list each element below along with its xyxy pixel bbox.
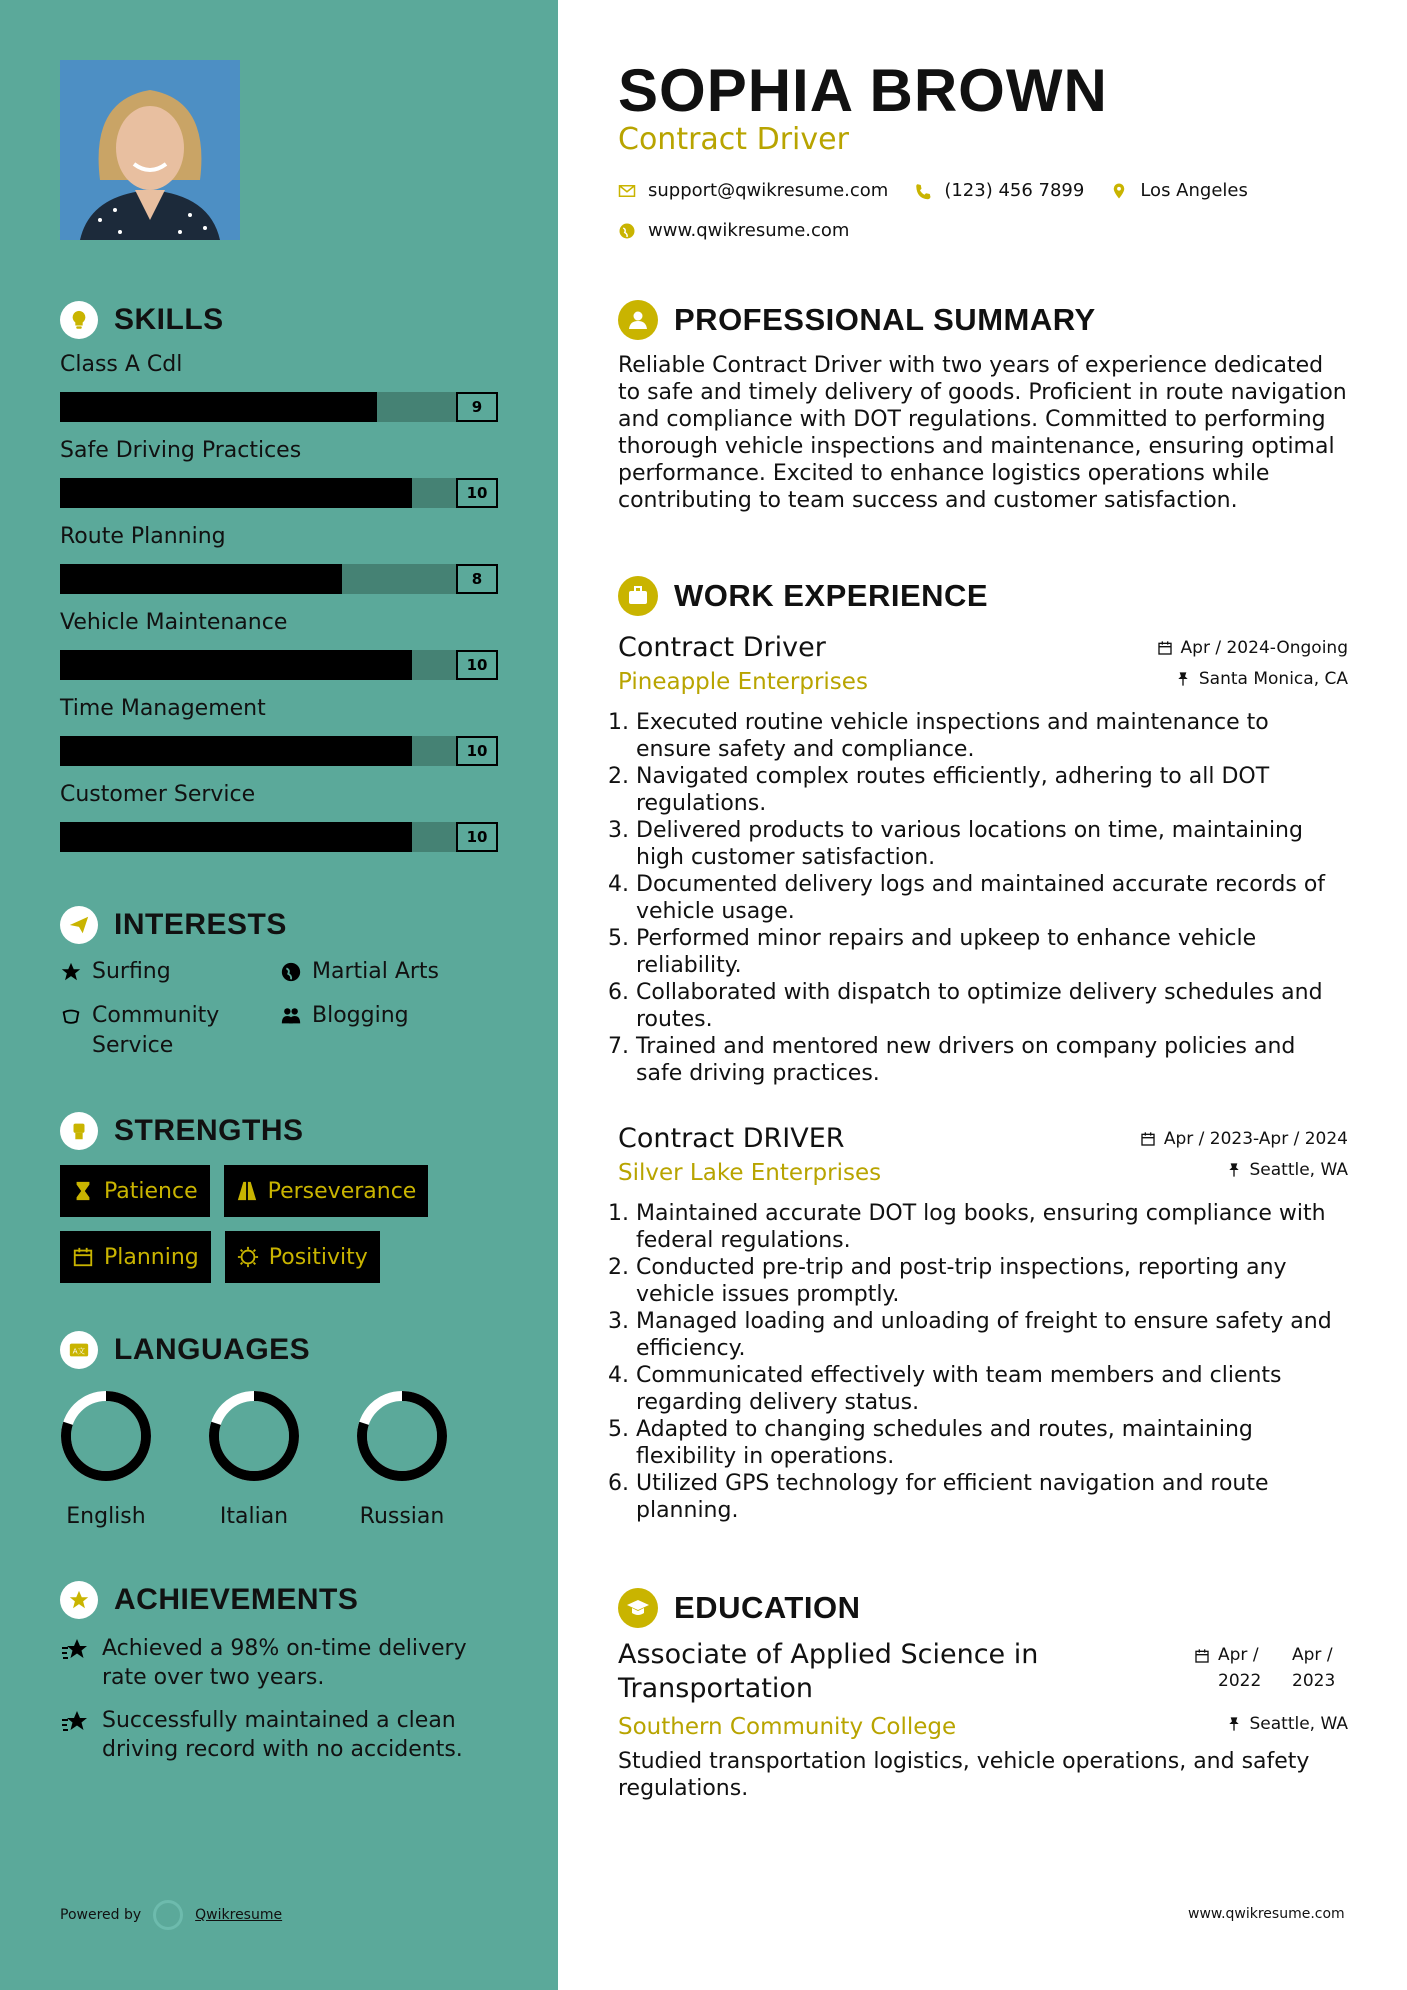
- job-title: Contract DRIVER: [618, 1123, 845, 1154]
- summary-text: Reliable Contract Driver with two years of experience dedicated to safe and timely delivery of goods. Proficient in route navigation and compliance with DOT regulations. Committed to performing thorough vehicle inspections and maintenance, ensuring optimal performance. Excited to enhance logistics operations while contributing to team success and customer satisfaction.: [618, 353, 1347, 513]
- sun-icon: [237, 1246, 259, 1268]
- skill-name: Customer Service: [60, 782, 256, 807]
- sidebar: [0, 0, 558, 1990]
- interest-label: Blogging: [312, 1003, 409, 1028]
- job-title: Contract Driver: [618, 632, 826, 663]
- users-icon: [280, 1005, 302, 1027]
- website-row: [618, 220, 849, 241]
- achievements-section: [60, 1580, 500, 1764]
- skill-level: 9: [456, 392, 498, 422]
- job-location-text: Santa Monica, CA: [1198, 669, 1348, 689]
- job-dates: [1140, 1129, 1348, 1149]
- education-start: Apr / 2022: [1218, 1645, 1262, 1691]
- interest-label: Martial Arts: [312, 959, 440, 984]
- language-item: [208, 1388, 300, 1529]
- skill-item: [60, 522, 500, 594]
- summary-section: [618, 298, 1348, 514]
- experience-title: WORK EXPERIENCE: [674, 578, 989, 613]
- job-location: [1175, 669, 1348, 689]
- job-location: [1226, 1160, 1349, 1180]
- achievement-text: Achieved a 98% on-time delivery rate over two years.: [102, 1636, 467, 1690]
- skill-bar: [60, 822, 498, 852]
- calendar-icon: [1140, 1131, 1156, 1147]
- strength-label: Perseverance: [267, 1178, 417, 1204]
- qwikresume-logo-icon: [153, 1900, 183, 1930]
- strength-label: Planning: [104, 1244, 199, 1270]
- education-location-text: Seattle, WA: [1249, 1714, 1348, 1734]
- skill-name: Time Management: [60, 696, 266, 721]
- envelope-icon: [618, 182, 636, 200]
- job-bullet: 4. Communicated effectively with team members and clients regarding delivery status.: [636, 1362, 1348, 1416]
- star-icon: [60, 961, 82, 983]
- calendar-icon: [1194, 1648, 1210, 1664]
- person-role: Contract Driver: [618, 122, 849, 157]
- education-title: EDUCATION: [674, 1590, 861, 1625]
- user-icon: [618, 300, 658, 340]
- skill-item: [60, 780, 500, 852]
- summary-title: PROFESSIONAL SUMMARY: [674, 302, 1096, 337]
- skill-level: 10: [456, 736, 498, 766]
- job-bullet: 3. Managed loading and unloading of freight to ensure safety and efficiency.: [636, 1308, 1348, 1362]
- job-bullet: 7. Trained and mentored new drivers on company policies and safe driving practices.: [636, 1033, 1348, 1087]
- globe-icon: [618, 222, 636, 240]
- strength-chip: [60, 1165, 210, 1217]
- strength-label: Patience: [104, 1178, 198, 1204]
- skill-item: [60, 350, 500, 422]
- lightbulb-icon: [60, 301, 98, 339]
- skill-name: Route Planning: [60, 524, 226, 549]
- interest-item: [60, 1001, 280, 1061]
- skill-level: 8: [456, 564, 498, 594]
- job-entry: [618, 632, 1348, 1087]
- skill-bar-fill: [60, 736, 412, 766]
- strength-label: Positivity: [268, 1244, 368, 1270]
- job-bullets: [618, 1200, 1348, 1524]
- translate-icon: [60, 1331, 98, 1369]
- job-dates: [1157, 638, 1348, 658]
- interest-label: Surfing: [92, 959, 171, 984]
- skill-item: [60, 694, 500, 766]
- interests-section: [60, 905, 500, 1061]
- education-location: [1226, 1714, 1349, 1734]
- strength-chip: [225, 1231, 380, 1283]
- strength-chip: [60, 1231, 211, 1283]
- award-icon: [60, 1581, 98, 1619]
- job-bullet: 6. Collaborated with dispatch to optimize delivery schedules and routes.: [636, 979, 1348, 1033]
- job-dates-text: Apr / 2024-Ongoing: [1180, 638, 1348, 658]
- education-end: Apr / 2023: [1292, 1645, 1336, 1691]
- phone-icon: [914, 182, 932, 200]
- skill-level: 10: [456, 650, 498, 680]
- strengths-title: STRENGTHS: [114, 1114, 304, 1147]
- star-burst-icon: [60, 1636, 90, 1666]
- strength-chip: [224, 1165, 429, 1217]
- job-bullet: 3. Delivered products to various locations on time, maintaining high customer satisfaction.: [636, 817, 1348, 871]
- person-name: SOPHIA BROWN: [618, 57, 1108, 124]
- company-name: Silver Lake Enterprises: [618, 1160, 882, 1186]
- website[interactable]: www.qwikresume.com: [648, 220, 850, 241]
- email[interactable]: support@qwikresume.com: [648, 180, 889, 201]
- pin-icon: [1175, 671, 1191, 687]
- job-bullets: [618, 709, 1348, 1087]
- pin-icon: [1226, 1162, 1242, 1178]
- briefcase-icon: [618, 576, 658, 616]
- job-bullet: 4. Documented delivery logs and maintained accurate records of vehicle usage.: [636, 871, 1348, 925]
- language-name: English: [66, 1504, 146, 1529]
- skill-bar-fill: [60, 650, 412, 680]
- pin-icon: [1226, 1716, 1242, 1732]
- language-ring: [206, 1388, 302, 1484]
- skill-name: Vehicle Maintenance: [60, 610, 288, 635]
- skill-bar: [60, 478, 498, 508]
- skill-bar: [60, 736, 498, 766]
- achievement-item: [60, 1634, 500, 1692]
- job-bullet: 6. Utilized GPS technology for efficient navigation and route planning.: [636, 1470, 1348, 1524]
- skill-bar: [60, 650, 498, 680]
- job-bullet: 2. Navigated complex routes efficiently, adhering to all DOT regulations.: [636, 763, 1348, 817]
- languages-section: [60, 1330, 500, 1529]
- company-name: Pineapple Enterprises: [618, 669, 868, 695]
- skill-name: Safe Driving Practices: [60, 438, 302, 463]
- interest-item: [280, 957, 500, 987]
- skill-bar: [60, 392, 498, 422]
- skill-level: 10: [456, 478, 498, 508]
- globe-icon: [280, 961, 302, 983]
- language-item: [356, 1388, 448, 1529]
- strengths-section: [60, 1111, 500, 1283]
- job-bullet: 2. Conducted pre-trip and post-trip inspections, reporting any vehicle issues promptly.: [636, 1254, 1348, 1308]
- map-pin-icon: [1110, 182, 1128, 200]
- svg-text:A文: A文: [72, 1346, 85, 1356]
- star-burst-icon: [60, 1708, 90, 1738]
- education-description: Studied transportation logistics, vehicle operations, and safety regulations.: [618, 1749, 1310, 1801]
- skill-level: 10: [456, 822, 498, 852]
- skills-title: SKILLS: [114, 303, 224, 336]
- language-name: Russian: [359, 1504, 445, 1529]
- contact-row: [618, 180, 1248, 201]
- road-icon: [236, 1180, 258, 1202]
- languages-title: LANGUAGES: [114, 1333, 311, 1366]
- qwikresume-link[interactable]: Qwikresume: [195, 1907, 283, 1923]
- education-section: [618, 1586, 1348, 1802]
- skill-bar: [60, 564, 498, 594]
- interest-item: [60, 957, 280, 987]
- skill-item: [60, 436, 500, 508]
- language-name: Italian: [219, 1504, 289, 1529]
- achievement-text: Successfully maintained a clean driving record with no accidents.: [102, 1708, 463, 1762]
- interests-title: INTERESTS: [114, 908, 287, 941]
- calendar-icon: [72, 1246, 94, 1268]
- skill-bar-fill: [60, 564, 342, 594]
- language-item: [60, 1388, 152, 1529]
- footer-url[interactable]: www.qwikresume.com: [1188, 1906, 1345, 1922]
- job-entry: [618, 1123, 1348, 1524]
- hourglass-icon: [72, 1180, 94, 1202]
- skills-section: [60, 300, 500, 852]
- profile-photo: [60, 60, 240, 240]
- degree: Associate of Applied Science in Transportation: [618, 1639, 1039, 1704]
- powered-by: [60, 1900, 282, 1930]
- job-dates-text: Apr / 2023-Apr / 2024: [1163, 1129, 1348, 1149]
- achievement-item: [60, 1706, 500, 1764]
- job-location-text: Seattle, WA: [1249, 1160, 1348, 1180]
- phone[interactable]: (123) 456 7899: [944, 180, 1085, 201]
- skill-bar-fill: [60, 822, 412, 852]
- skill-bar-fill: [60, 392, 377, 422]
- school: Southern Community College: [618, 1714, 957, 1740]
- skill-name: Class A Cdl: [60, 352, 183, 377]
- language-ring: [58, 1388, 154, 1484]
- fist-icon: [60, 1112, 98, 1150]
- location: Los Angeles: [1140, 180, 1248, 201]
- hand-icon: [60, 1005, 82, 1027]
- job-bullet: 5. Performed minor repairs and upkeep to enhance vehicle reliability.: [636, 925, 1348, 979]
- interest-item: [280, 1001, 500, 1061]
- interest-label: Community Service: [92, 1003, 220, 1058]
- calendar-icon: [1157, 640, 1173, 656]
- job-bullet: 5. Adapted to changing schedules and routes, maintaining flexibility in operations.: [636, 1416, 1348, 1470]
- graduation-icon: [618, 1588, 658, 1628]
- language-ring: [354, 1388, 450, 1484]
- skill-item: [60, 608, 500, 680]
- achievements-title: ACHIEVEMENTS: [114, 1583, 359, 1616]
- powered-by-label: Powered by: [60, 1907, 142, 1923]
- job-bullet: 1. Maintained accurate DOT log books, ensuring compliance with federal regulations.: [636, 1200, 1348, 1254]
- paper-plane-icon: [60, 906, 98, 944]
- job-bullet: 1. Executed routine vehicle inspections and maintenance to ensure safety and compliance.: [636, 709, 1348, 763]
- experience-section: [618, 574, 1348, 1524]
- skill-bar-fill: [60, 478, 412, 508]
- education-dates: [1194, 1642, 1348, 1694]
